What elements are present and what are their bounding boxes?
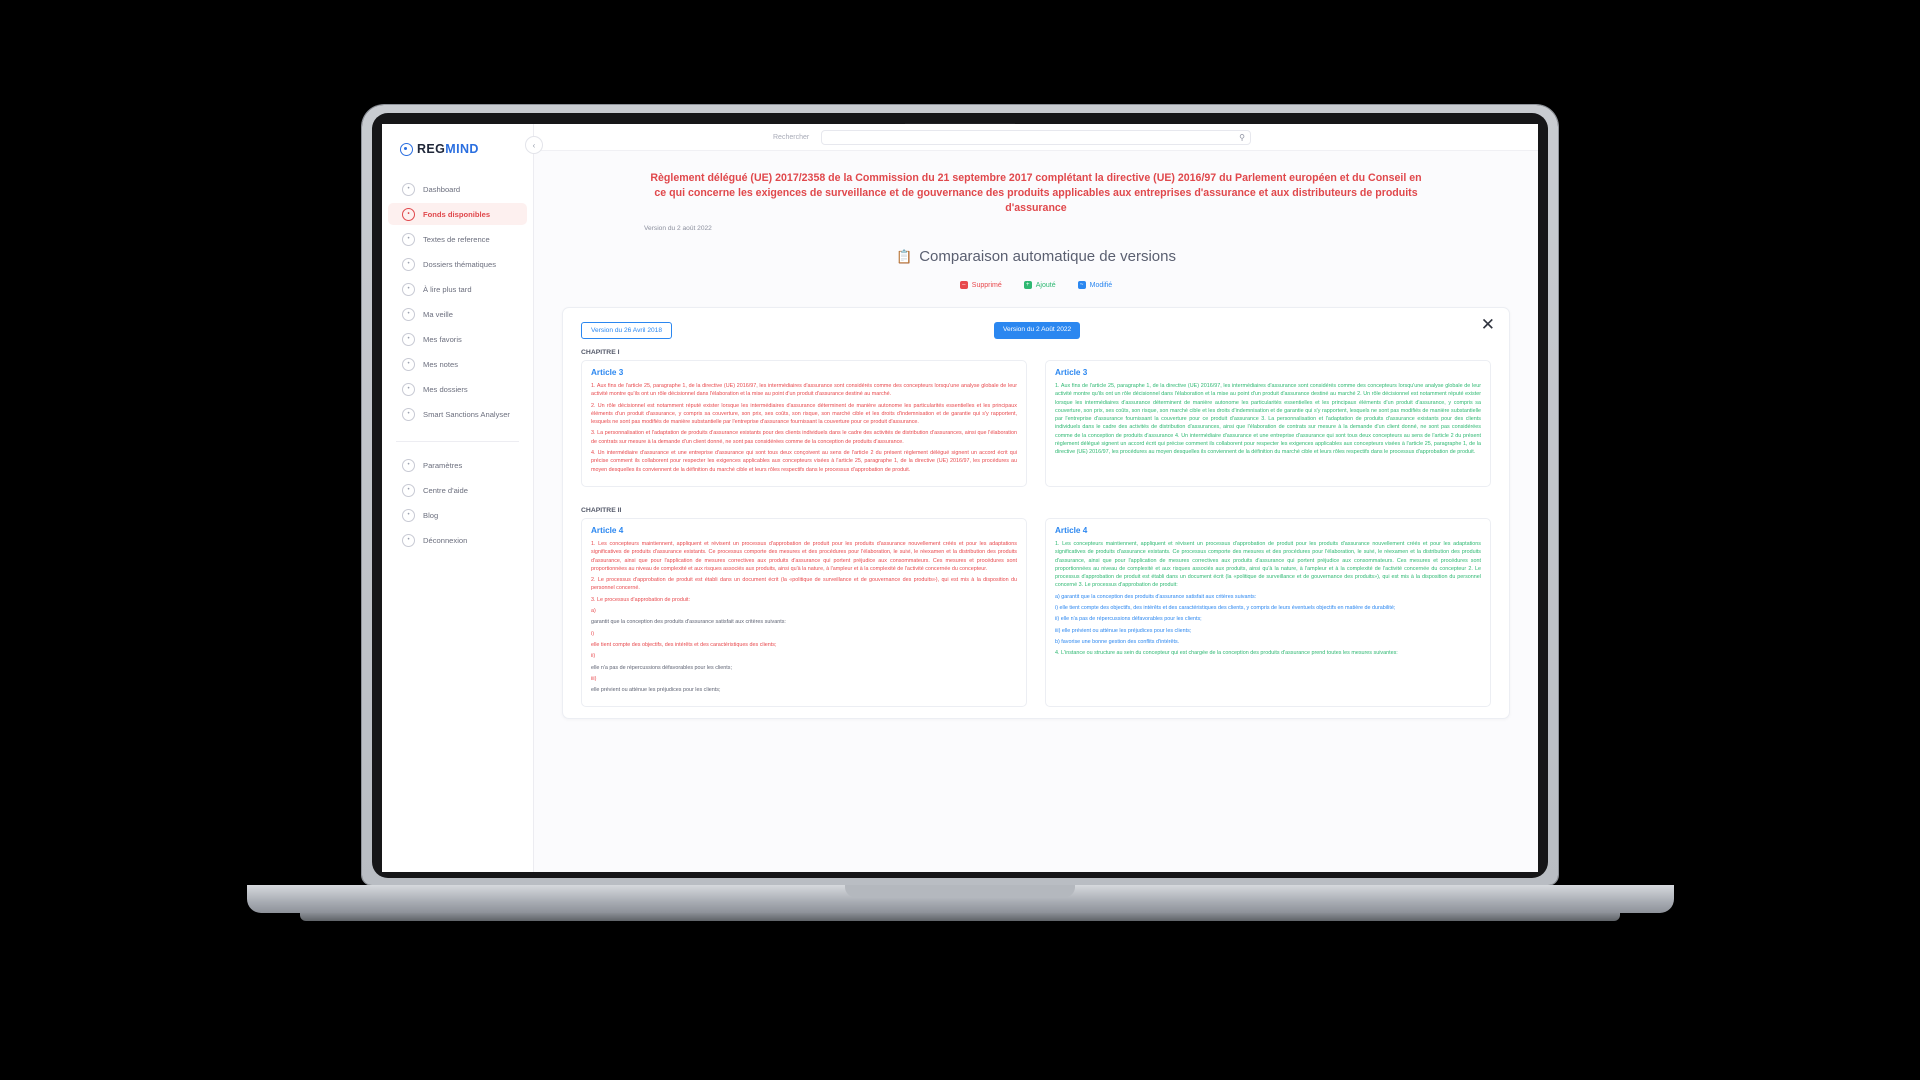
article-title: Article 3	[1055, 368, 1088, 377]
legend-item-ajouté	[1024, 281, 1056, 289]
close-icon[interactable]: ✕	[1480, 315, 1495, 334]
sidebar-item-dossiers-th-matiques[interactable]	[388, 253, 527, 275]
legend-label: Modifié	[1089, 281, 1113, 289]
logo-mark-icon	[400, 143, 413, 156]
sidebar-item-lire-plus-tard[interactable]	[388, 278, 527, 300]
folder-open-icon: •	[402, 383, 415, 396]
sidebar	[382, 124, 534, 872]
sidebar-item-label: Mes dossiers	[423, 384, 468, 394]
version-chip-old[interactable]: Version du 26 Avril 2018	[581, 322, 672, 339]
sidebar-nav-bottom	[382, 454, 533, 551]
comparison-column-right	[1045, 360, 1491, 487]
compare-heading	[534, 248, 1538, 265]
legend-swatch-mod: ~	[1078, 281, 1086, 289]
sidebar-item-label: Ma veille	[423, 309, 453, 319]
sidebar-item-d-connexion[interactable]	[388, 529, 527, 551]
book-icon: •	[402, 208, 415, 221]
sidebar-collapse-button[interactable]: ‹	[525, 136, 543, 154]
help-icon: •	[402, 484, 415, 497]
comparison-row	[563, 360, 1509, 497]
comparison-row	[563, 518, 1509, 717]
diff-paragraph-add: 4. L'instance ou structure au sein du concepteur qui est chargée de la conception des produits d'assurance prend toutes les mesures suivantes:	[1055, 650, 1398, 657]
sidebar-item-dashboard[interactable]	[388, 178, 527, 200]
shield-icon: •	[402, 408, 415, 421]
compare-heading-text: Comparaison automatique de versions	[919, 248, 1176, 265]
comparison-sections	[563, 339, 1509, 717]
diff-paragraph-del: iii)	[591, 675, 597, 682]
sidebar-item-param-tres[interactable]	[388, 454, 527, 476]
diff-paragraph-plain: elle prévient ou atténue les préjudices pour les clients;	[591, 687, 721, 694]
sidebar-item-label: Textes de reference	[423, 234, 490, 244]
sidebar-item-label: Centre d'aide	[423, 485, 468, 495]
sidebar-item-blog[interactable]	[388, 504, 527, 526]
regmind-app	[382, 124, 1538, 872]
brand-suffix: MIND	[445, 142, 479, 156]
diff-paragraph-del: elle tient compte des objectifs, des intérêts et des caractéristiques des clients;	[591, 641, 777, 648]
gear-icon: •	[402, 459, 415, 472]
legend-label: Supprimé	[971, 281, 1002, 289]
sidebar-item-label: Paramètres	[423, 460, 463, 470]
comparison-column-right	[1045, 518, 1491, 707]
sidebar-item-centre-d-aide[interactable]	[388, 479, 527, 501]
diff-paragraph-del: 3. Le processus d'approbation de produit:	[591, 596, 691, 603]
clock-icon: •	[402, 283, 415, 296]
diff-paragraph-plain: elle n'a pas de répercussions défavorables pour les clients;	[591, 664, 732, 671]
content-scroll[interactable]	[534, 171, 1538, 893]
diff-paragraph-mod: b) favorise une bonne gestion des conflits d'intérêts.	[1055, 638, 1180, 645]
screen	[382, 124, 1538, 872]
sidebar-divider	[396, 441, 519, 442]
article-title: Article 4	[1055, 525, 1088, 535]
legend-item-supprimé	[960, 281, 1002, 289]
sidebar-item-label: À lire plus tard	[423, 284, 472, 294]
search-label: Rechercher	[773, 133, 810, 141]
legend-swatch-supp: –	[960, 281, 968, 289]
sidebar-item-mes-favoris[interactable]	[388, 328, 527, 350]
diff-paragraph-del: 2. Le processus d'approbation de produit est établi dans un document écrit (la «politique de surveillance et de gouvernance des produits»), qui est mis à la disposition du personnel concerné.	[591, 577, 1017, 592]
diff-paragraph-add: 1. Aux fins de l'article 25, paragraphe 1, de la directive (UE) 2016/97, les intermédiaires d'assurance sont considérés comme des concepteurs lorsqu'une analyse globale de leur activité montre qu'ils ont un rôle décisionnel dans l'élaboration et la mise au point d'un produit d'assurance destiné au marché 2. Un rôle décisionnel est notamment réputé exister lorsque les intermédiaires d'assurance déterminent de manière autonome les particularités essentielles et les principaux éléments d'un produit d'assurance, y compris sa couverture, son prix, ses coûts, son risque, son marché cible et les droits d'indemnisation et de garantie qui s'y rapportent, lesquels ne sont pas modifiés de manière substantielle par l'entreprise d'assurance fournissant la couverture pour ce produit d'assurance 3. La personnalisation et l'adaptation de produits d'assurance existants pour des clients individuels dans le cadre des activités de distribution d'assurances, ainsi que l'élaboration de contrats sur mesure à la demande d'un client donné, ne sont pas considérées comme de la conception de produits d'assurance 4. Un intermédiaire d'assurance et une entreprise d'assurance qui sont tous deux concepteurs au sens de l'article 2 du présent règlement délégué signent un accord écrit qui précise comment ils collaborent pour respecter les exigences applicables aux concepteurs visées à l'article 25, paragraphe 1, de la directive (UE) 2016/97, les procédures au moyen desquelles ils conviennent de la définition du marché cible et leurs rôles respectifs dans le processus d'approbation de produit.	[1055, 383, 1481, 456]
legend-swatch-add: +	[1024, 281, 1032, 289]
topbar	[534, 124, 1538, 151]
comparison-column-left	[581, 360, 1027, 487]
document-icon: •	[402, 233, 415, 246]
version-chips	[563, 308, 1509, 339]
search-icon[interactable]: ⚲	[1239, 132, 1245, 142]
sidebar-item-smart-sanctions-analyser[interactable]	[388, 403, 527, 425]
laptop-foot	[300, 913, 1620, 921]
chapter-label: CHAPITRE I	[581, 349, 620, 356]
grid-icon: •	[402, 183, 415, 196]
diff-paragraph-plain: garantit que la conception des produits d'assurance satisfait aux critères suivants:	[591, 619, 786, 626]
diff-paragraph-add: 1. Les concepteurs maintiennent, appliquent et révisent un processus d'approbation de produit pour les produits d'assurance nouvellement créés et pour les adaptations significatives de produits d'assurance existants. Ce processus comporte des mesures et des procédures pour l'élaboration, le suivi, le réexamen et la distribution des produits d'assurance, ainsi que pour l'application de mesures correctives aux produits d'assurance qui portent préjudice aux consommateurs. Ces mesures et procédures sont proportionnées au niveau de complexité et aux risques associés aux produits, ainsi qu'à la nature, à l'ampleur et à la complexité de l'activité concernée du concepteur 2. Le processus d'approbation de produit est établi dans un document écrit (la «politique de surveillance et de gouvernance des produits»), qui est mis à la disposition du personnel concerné 3. Le processus d'approbation de produit:	[1055, 540, 1481, 589]
brand-name	[417, 142, 479, 156]
document-version-line: Version du 2 août 2022	[644, 225, 712, 232]
eye-icon: •	[402, 308, 415, 321]
star-icon: •	[402, 333, 415, 346]
diff-paragraph-mod: a) garantit que la conception des produits d'assurance satisfait aux critères suivants:	[1055, 593, 1257, 600]
diff-paragraph-del: 2. Un rôle décisionnel est notamment réputé exister lorsque les intermédiaires d'assurance déterminent de manière autonome les particularités essentielles et les principaux éléments d'un produit d'assurance, y compris sa couverture, son prix, ses coûts, son risque, son marché cible et les droits d'indemnisation et de garantie qui s'y rapportent, lesquels ne sont pas modifiés de manière substantielle par l'entreprise d'assurance fournissant la couverture pour ce produit d'assurance.	[591, 402, 1017, 426]
diff-paragraph-mod: iii) elle prévient ou atténue les préjudices pour les clients;	[1055, 627, 1192, 634]
sidebar-item-label: Fonds disponibles	[423, 209, 491, 219]
sidebar-nav	[382, 178, 533, 425]
sidebar-item-label: Mes favoris	[423, 334, 462, 344]
sidebar-item-label: Dashboard	[423, 184, 461, 194]
brand-logo[interactable]	[382, 138, 533, 156]
sidebar-item-label: Blog	[423, 510, 439, 520]
diff-paragraph-del: a)	[591, 608, 596, 615]
sidebar-item-label: Mes notes	[423, 359, 459, 369]
sidebar-item-label: Dossiers thématiques	[423, 259, 497, 269]
diff-paragraph-mod: i) elle tient compte des objectifs, des intérêts et des caractéristiques des clients, y compris de leurs éventuels objectifs en matière de durabilité;	[1055, 605, 1396, 612]
sidebar-item-mes-notes[interactable]	[388, 353, 527, 375]
comparison-column-left	[581, 518, 1027, 707]
article-title: Article 4	[591, 525, 624, 535]
compare-icon: 📋	[896, 248, 913, 264]
sidebar-item-ma-veille[interactable]	[388, 303, 527, 325]
chapter-label: CHAPITRE II	[581, 506, 622, 514]
sidebar-item-mes-dossiers[interactable]	[388, 378, 527, 400]
diff-paragraph-del: 1. Les concepteurs maintiennent, appliquent et révisent un processus d'approbation de produit pour les produits d'assurance nouvellement créés et pour les adaptations significatives de produits d'assurance existants. Ce processus comporte des mesures et des procédures pour l'élaboration, le suivi, le réexamen et la distribution des produits d'assurance, ainsi que pour l'application de mesures correctives aux produits d'assurance qui portent préjudice aux consommateurs. Ces mesures et procédures sont proportionnées au niveau de complexité et aux risques associés aux produits, ainsi qu'à la nature, à l'ampleur et à la complexité de l'activité concernée du concepteur.	[591, 540, 1017, 572]
diff-paragraph-del: i)	[591, 630, 594, 637]
search-container	[773, 130, 1251, 145]
sidebar-item-label: Déconnexion	[423, 535, 468, 545]
folder-icon: •	[402, 258, 415, 271]
sidebar-item-textes-de-reference[interactable]	[388, 228, 527, 250]
version-chip-new[interactable]: Version du 2 Août 2022	[994, 322, 1080, 339]
brand-prefix: REG	[417, 142, 446, 156]
note-icon: •	[402, 358, 415, 371]
search-input[interactable]	[821, 130, 1251, 145]
diff-paragraph-del: 4. Un intermédiaire d'assurance et une entreprise d'assurance qui sont tous deux conçoivent au sens de l'article 2 du présent règlement délégué signent un accord écrit qui précise comment ils collaborent pour respecter les exigences applicables aux concepteurs visées à l'article 25, paragraphe 1, de la directive (UE) 2016/97, les procédures au moyen desquelles ils conviennent de la définition du marché cible et leurs rôles respectifs dans le processus d'approbation de produit.	[591, 450, 1017, 473]
laptop-notch	[845, 885, 1075, 897]
diff-paragraph-del: 1. Aux fins de l'article 25, paragraphe 1, de la directive (UE) 2016/97, les intermédiaires d'assurance sont considérés comme des concepteurs lorsqu'une analyse globale de leur activité montre qu'ils ont un rôle décisionnel dans l'élaboration et la mise au point d'un produit d'assurance destiné au marché.	[591, 383, 1017, 398]
rss-icon: •	[402, 509, 415, 522]
comparison-panel	[562, 307, 1510, 719]
legend-label: Ajouté	[1035, 281, 1056, 289]
sidebar-item-fonds-disponibles[interactable]	[388, 203, 527, 225]
page-title: Règlement délégué (UE) 2017/2358 de la Commission du 21 septembre 2017 complétant la directive (UE) 2016/97 du Parlement européen et du Conseil en ce qui concerne les exigences de surveillance et de gouvernance des produits applicables aux entreprises d'assurance et aux distributeurs de produits d'assurance	[650, 172, 1422, 214]
sidebar-item-label: Smart Sanctions Analyser	[423, 409, 510, 419]
diff-paragraph-del: ii)	[591, 653, 596, 660]
legend	[534, 281, 1538, 289]
main-area	[534, 124, 1538, 872]
legend-item-modifié	[1078, 281, 1113, 289]
article-title: Article 3	[591, 368, 624, 377]
diff-paragraph-del: 3. La personnalisation et l'adaptation de produits d'assurance existants pour des clients individuels dans le cadre des activités de distribution d'assurances, ainsi que l'élaboration de contrats sur mesure à la demande d'un client donné, ne sont pas considérées comme de la conception de produits d'assurance.	[591, 430, 1017, 445]
logout-icon: •	[402, 534, 415, 547]
diff-paragraph-mod: ii) elle n'a pas de répercussions défavorables pour les clients;	[1055, 616, 1202, 623]
